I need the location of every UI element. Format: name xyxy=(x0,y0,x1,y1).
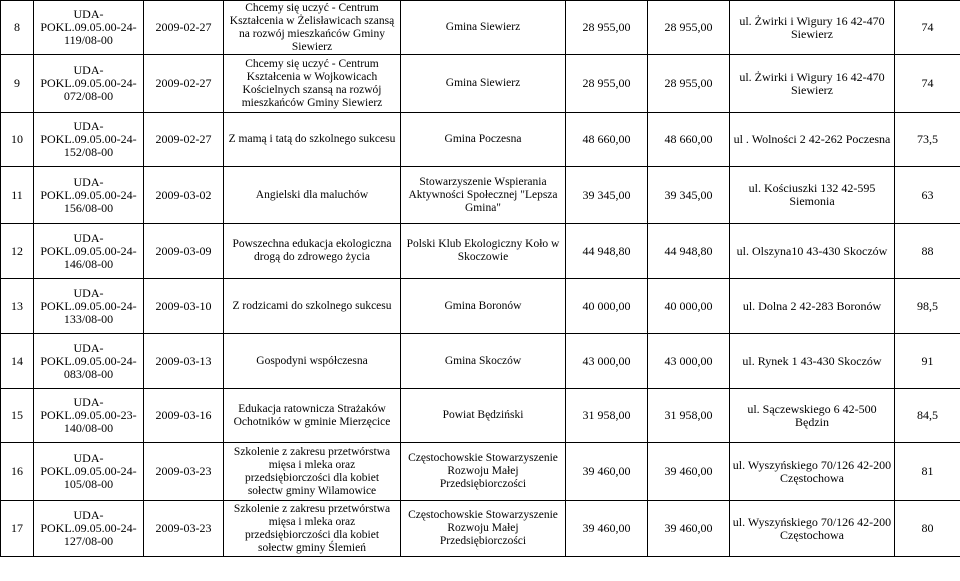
row-number-cell: 15 xyxy=(1,389,34,443)
beneficiary-address-cell: ul. Rynek 1 43-430 Skoczów xyxy=(730,334,895,389)
submission-date-cell: 2009-03-13 xyxy=(144,334,224,389)
beneficiary-cell: Stowarzyszenie Wspierania Aktywności Społecznej "Lepsza Gmina" xyxy=(401,167,566,224)
beneficiary-address-cell: ul. Olszyna10 43-430 Skoczów xyxy=(730,224,895,279)
project-value-cell: 31 958,00 xyxy=(566,389,648,443)
row-number-cell: 8 xyxy=(1,1,34,55)
submission-date-cell: 2009-03-10 xyxy=(144,279,224,334)
table-row xyxy=(1,279,960,334)
submission-date-cell: 2009-03-23 xyxy=(144,501,224,557)
score-cell: 88 xyxy=(895,224,960,279)
beneficiary-address-cell: ul. Żwirki i Wigury 16 42-470 Siewierz xyxy=(730,1,895,55)
application-code-cell: UDA-POKL.09.05.00-24-133/08-00 xyxy=(34,279,144,334)
table-row xyxy=(1,55,960,113)
table-row xyxy=(1,334,960,389)
score-cell: 80 xyxy=(895,501,960,557)
submission-date-cell: 2009-03-23 xyxy=(144,443,224,501)
application-code-cell: UDA-POKL.09.05.00-24-119/08-00 xyxy=(34,1,144,55)
project-title-cell: Z mamą i tatą do szkolnego sukcesu xyxy=(224,113,401,167)
application-code-cell: UDA-POKL.09.05.00-24-105/08-00 xyxy=(34,443,144,501)
project-value-cell: 39 460,00 xyxy=(566,501,648,557)
row-number-cell: 14 xyxy=(1,334,34,389)
application-code-cell: UDA-POKL.09.05.00-24-072/08-00 xyxy=(34,55,144,113)
row-number-cell: 17 xyxy=(1,501,34,557)
table-row xyxy=(1,167,960,224)
beneficiary-cell: Częstochowskie Stowarzyszenie Rozwoju Małej Przedsiębiorczości xyxy=(401,443,566,501)
grant-amount-cell: 28 955,00 xyxy=(648,55,730,113)
application-code-cell: UDA-POKL.09.05.00-24-083/08-00 xyxy=(34,334,144,389)
project-value-cell: 48 660,00 xyxy=(566,113,648,167)
grant-amount-cell: 39 460,00 xyxy=(648,443,730,501)
score-cell: 98,5 xyxy=(895,279,960,334)
submission-date-cell: 2009-03-09 xyxy=(144,224,224,279)
beneficiary-address-cell: ul. Sączewskiego 6 42-500 Będzin xyxy=(730,389,895,443)
submission-date-cell: 2009-02-27 xyxy=(144,1,224,55)
table-row xyxy=(1,224,960,279)
grant-amount-cell: 31 958,00 xyxy=(648,389,730,443)
table-row xyxy=(1,1,960,55)
project-title-cell: Edukacja ratownicza Strażaków Ochotników w gminie Mierzęcice xyxy=(224,389,401,443)
project-title-cell: Powszechna edukacja ekologiczna drogą do zdrowego życia xyxy=(224,224,401,279)
table-row xyxy=(1,113,960,167)
project-title-cell: Angielski dla maluchów xyxy=(224,167,401,224)
project-title-cell: Chcemy się uczyć - Centrum Kształcenia w Wojkowicach Kościelnych szansą na rozwój mieszkańców Gminy Siewierz xyxy=(224,55,401,113)
submission-date-cell: 2009-02-27 xyxy=(144,113,224,167)
beneficiary-cell: Gmina Skoczów xyxy=(401,334,566,389)
grant-amount-cell: 48 660,00 xyxy=(648,113,730,167)
beneficiary-address-cell: ul. Wyszyńskiego 70/126 42-200 Częstochowa xyxy=(730,501,895,557)
submission-date-cell: 2009-02-27 xyxy=(144,55,224,113)
project-title-cell: Chcemy się uczyć - Centrum Kształcenia w Żelisławicach szansą na rozwój mieszkańców Gminy Siewierz xyxy=(224,1,401,55)
grant-amount-cell: 40 000,00 xyxy=(648,279,730,334)
project-value-cell: 28 955,00 xyxy=(566,1,648,55)
grant-amount-cell: 28 955,00 xyxy=(648,1,730,55)
score-cell: 81 xyxy=(895,443,960,501)
score-cell: 91 xyxy=(895,334,960,389)
beneficiary-cell: Powiat Będziński xyxy=(401,389,566,443)
submission-date-cell: 2009-03-16 xyxy=(144,389,224,443)
row-number-cell: 13 xyxy=(1,279,34,334)
grant-amount-cell: 39 460,00 xyxy=(648,501,730,557)
beneficiary-cell: Polski Klub Ekologiczny Koło w Skoczowie xyxy=(401,224,566,279)
grant-amount-cell: 44 948,80 xyxy=(648,224,730,279)
beneficiary-cell: Gmina Poczesna xyxy=(401,113,566,167)
beneficiary-address-cell: ul. Wyszyńskiego 70/126 42-200 Częstochowa xyxy=(730,443,895,501)
table-row xyxy=(1,501,960,557)
project-title-cell: Gospodyni współczesna xyxy=(224,334,401,389)
beneficiary-address-cell: ul. Kościuszki 132 42-595 Siemonia xyxy=(730,167,895,224)
project-value-cell: 28 955,00 xyxy=(566,55,648,113)
project-value-cell: 39 345,00 xyxy=(566,167,648,224)
submission-date-cell: 2009-03-02 xyxy=(144,167,224,224)
beneficiary-cell: Gmina Siewierz xyxy=(401,1,566,55)
application-code-cell: UDA-POKL.09.05.00-24-127/08-00 xyxy=(34,501,144,557)
project-value-cell: 39 460,00 xyxy=(566,443,648,501)
row-number-cell: 10 xyxy=(1,113,34,167)
row-number-cell: 12 xyxy=(1,224,34,279)
score-cell: 84,5 xyxy=(895,389,960,443)
grant-amount-cell: 39 345,00 xyxy=(648,167,730,224)
project-value-cell: 40 000,00 xyxy=(566,279,648,334)
row-number-cell: 16 xyxy=(1,443,34,501)
table-row xyxy=(1,389,960,443)
application-code-cell: UDA-POKL.09.05.00-24-156/08-00 xyxy=(34,167,144,224)
score-cell: 73,5 xyxy=(895,113,960,167)
project-value-cell: 44 948,80 xyxy=(566,224,648,279)
application-code-cell: UDA-POKL.09.05.00-24-152/08-00 xyxy=(34,113,144,167)
table-body xyxy=(1,1,960,557)
table-row xyxy=(1,443,960,501)
application-code-cell: UDA-POKL.09.05.00-23-140/08-00 xyxy=(34,389,144,443)
beneficiary-cell: Częstochowskie Stowarzyszenie Rozwoju Małej Przedsiębiorczości xyxy=(401,501,566,557)
score-cell: 63 xyxy=(895,167,960,224)
beneficiary-cell: Gmina Boronów xyxy=(401,279,566,334)
score-cell: 74 xyxy=(895,1,960,55)
project-title-cell: Z rodzicami do szkolnego sukcesu xyxy=(224,279,401,334)
beneficiary-address-cell: ul . Wolności 2 42-262 Poczesna xyxy=(730,113,895,167)
application-code-cell: UDA-POKL.09.05.00-24-146/08-00 xyxy=(34,224,144,279)
project-value-cell: 43 000,00 xyxy=(566,334,648,389)
row-number-cell: 11 xyxy=(1,167,34,224)
beneficiary-address-cell: ul. Żwirki i Wigury 16 42-470 Siewierz xyxy=(730,55,895,113)
project-title-cell: Szkolenie z zakresu przetwórstwa mięsa i mleka oraz przedsiębiorczości dla kobiet sołectw gminy Ślemień xyxy=(224,501,401,557)
project-title-cell: Szkolenie z zakresu przetwórstwa mięsa i mleka oraz przedsiębiorczości dla kobiet sołectw gminy Wilamowice xyxy=(224,443,401,501)
beneficiary-cell: Gmina Siewierz xyxy=(401,55,566,113)
beneficiary-address-cell: ul. Dolna 2 42-283 Boronów xyxy=(730,279,895,334)
grant-amount-cell: 43 000,00 xyxy=(648,334,730,389)
row-number-cell: 9 xyxy=(1,55,34,113)
score-cell: 74 xyxy=(895,55,960,113)
